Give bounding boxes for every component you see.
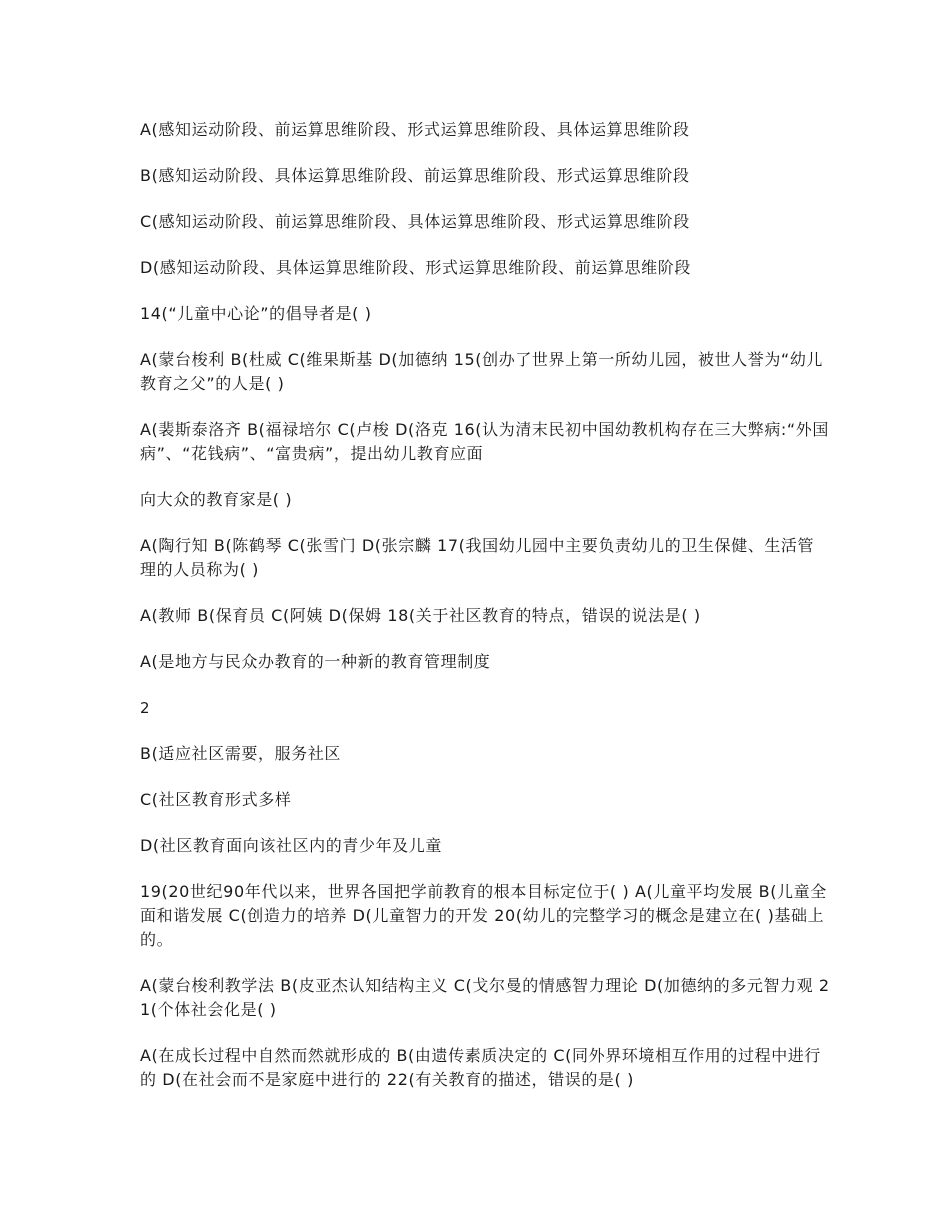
paragraph-question-16-continued: 向大众的教育家是( ) <box>140 490 293 509</box>
paragraph-options-16-question-17: A(陶行知 B(陈鹤琴 C(张雪门 D(张宗麟 17(我国幼儿园中主要负责幼儿的卫生保健、生活管理的人员称为( ) <box>140 536 815 579</box>
paragraph-option-c-stages: C(感知运动阶段、前运算思维阶段、具体运算思维阶段、形式运算思维阶段 <box>140 212 690 231</box>
paragraph-options-20-question-21: A(蒙台梭利教学法 B(皮亚杰认知结构主义 C(戈尔曼的情感智力理论 D(加德纳的多元智力观 21(个体社会化是( ) <box>140 976 830 1019</box>
paragraph-option-18-c: C(社区教育形式多样 <box>140 790 292 809</box>
paragraph-options-14-question-15: A(蒙台梭利 B(杜威 C(维果斯基 D(加德纳 15(创办了世界上第一所幼儿园，被世人誉为“幼儿教育之父”的人是( ) <box>140 350 824 393</box>
paragraph-option-18-b: B(适应社区需要，服务社区 <box>140 744 342 763</box>
paragraph-option-d-stages: D(感知运动阶段、具体运算思维阶段、形式运算思维阶段、前运算思维阶段 <box>140 258 691 277</box>
paragraph-option-18-a: A(是地方与民众办教育的一种新的教育管理制度 <box>140 652 491 671</box>
paragraph-option-b-stages: B(感知运动阶段、具体运算思维阶段、前运算思维阶段、形式运算思维阶段 <box>140 166 690 185</box>
page-number: 2 <box>140 699 150 717</box>
paragraph-options-15-question-16: A(裴斯泰洛齐 B(福禄培尔 C(卢梭 D(洛克 16(认为清末民初中国幼教机构存在三大弊病:“外国病”、“花钱病”、“富贵病”，提出幼儿教育应面 <box>140 420 830 463</box>
paragraph-option-a-stages: A(感知运动阶段、前运算思维阶段、形式运算思维阶段、具体运算思维阶段 <box>140 120 690 139</box>
paragraph-option-18-d: D(社区教育面向该社区内的青少年及儿童 <box>140 836 442 855</box>
paragraph-options-21-question-22: A(在成长过程中自然而然就形成的 B(由遗传素质决定的 C(同外界环境相互作用的过程中进行的 D(在社会而不是家庭中进行的 22(有关教育的描述，错误的是( ) <box>140 1046 821 1089</box>
document-page <box>140 118 830 1114</box>
paragraph-question-14: 14(“儿童中心论”的倡导者是( ) <box>140 304 372 323</box>
paragraph-options-17-question-18: A(教师 B(保育员 C(阿姨 D(保姆 18(关于社区教育的特点，错误的说法是( ) <box>140 606 701 625</box>
paragraph-questions-19-20: 19(20世纪90年代以来，世界各国把学前教育的根本目标定位于( ) A(儿童平均发展 B(儿童全面和谐发展 C(创造力的培养 D(儿童智力的开发 20(幼儿的完整学习的概念是建立在( )基础上的。 <box>140 882 827 949</box>
